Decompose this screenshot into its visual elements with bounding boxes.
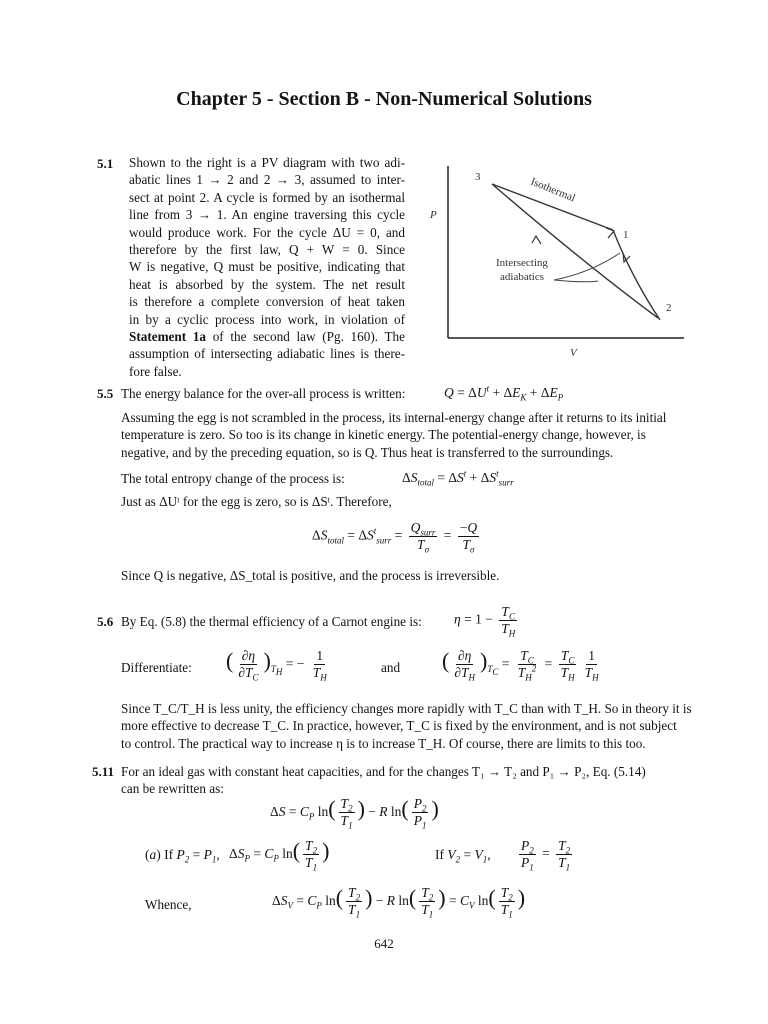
page-number: 642: [374, 936, 394, 951]
pv-diagram: [420, 158, 690, 368]
arrow-adiabatic-2-3: [532, 236, 541, 244]
p55-eq-total: $\Delta S_{total} = \Delta S^t_{surr}$ = $\frac{Q_{surr}}{T_\sigma}$ = $\frac{-Q}{T_\sigma}$: [312, 520, 478, 555]
page-title: Chapter 5 - Section B - Non-Numerical Solutions: [176, 88, 592, 110]
v-axis-label: V: [570, 347, 577, 359]
p511-intro: [121, 763, 706, 798]
p511-intro-line-1: For an ideal gas with constant heat capacities, and for the changes T₁ → T₂ and P₁ → P₂, Eq. (5.14): [121, 764, 646, 779]
adiabatics-label-1: Intersecting: [496, 257, 548, 269]
p51-line: Shown to the right is a PV diagram with two adi-: [129, 155, 405, 170]
pointer-line-2: [554, 280, 598, 282]
p51-line: fore false.: [129, 363, 182, 379]
p511-intro-line-2: can be rewritten as:: [121, 781, 224, 797]
p51-line: assumption of intersecting adiabatic lines is there-: [129, 346, 405, 362]
p55-eq-entropy: $\Delta S_{total} = \Delta S^t + \Delta S^t_{surr}$: [402, 468, 514, 488]
p51-line: in by a cyclic process into work, in violation of: [129, 311, 405, 327]
problem-number-5-11: 5.11: [92, 764, 115, 779]
p55-paragraph: [121, 409, 691, 461]
p56-and-label: and: [381, 660, 401, 675]
problem-number-5-1: 5.1: [97, 156, 114, 171]
p56-intro: By Eq. (5.8) the thermal efficiency of a Carnot engine is:: [121, 614, 422, 629]
p51-line: abatic lines 1 → 2 and 2 → 3, assumed to inter-: [129, 172, 405, 188]
p511-eq-sv: $\Delta S_V = C_P$ ln( $\frac{T_2}{T_1}$ ) − R ln( $\frac{T_2}{T_1}$ ) = $C_V$ ln( $\frac{T_2}{T_1}$ ): [272, 885, 526, 921]
adiabatic-3-2: [492, 184, 658, 318]
p511-eq-pressure-ratio: $\frac{P_2}{P_1}$ = $\frac{T_2}{T_1}$: [521, 838, 571, 873]
p56-eq-derivative-th: ( $\frac{\partial\eta}{\partial T_H}$ )$_{T_C}$ = $\frac{T_C}{T_H^2}$ = $\frac{T_C}{T_H}$ $\frac{1}{T_H}$: [442, 648, 599, 684]
p56-eq-efficiency: η = 1 − $\frac{T_C}{T_H}$: [454, 604, 516, 639]
p511-case-a: (a) If $P_2 = P_1$,: [145, 847, 220, 865]
p-axis-label: P: [430, 209, 437, 221]
problem-5-1-text: [129, 154, 405, 380]
p51-line: would produce work. For the cycle ΔU = 0, and: [129, 224, 405, 240]
p56-para-line-3: to control. The practical way to increase η is to increase T_H. Of course, there are limits to this too.: [121, 735, 646, 751]
problem-number-5-5: 5.5: [97, 386, 114, 401]
p55-intro: The energy balance for the over-all process is written:: [121, 386, 406, 401]
p55-eq-energy-balance: $Q = \Delta U^t + \Delta E_K + \Delta E_P$: [444, 383, 564, 403]
adiabatics-label-2: adiabatics: [500, 271, 544, 283]
p511-whence: Whence,: [145, 897, 192, 912]
p56-para-line-1: Since T_C/T_H is less unity, the efficiency changes more rapidly with T_C than with T_H. So in theory it is: [121, 701, 692, 716]
p55-para-line-1: Assuming the egg is not scrambled in the process, its internal-energy change after it returns to its initial: [121, 410, 667, 425]
p51-line: W is negative, Q must be positive, indicating that: [129, 259, 405, 275]
p56-differentiate-label: Differentiate:: [121, 660, 192, 675]
p511-eq-entropy-change: $\Delta S = C_P$ ln( $\frac{T_2}{T_1}$ ) − R ln( $\frac{P_2}{P_1}$ ): [270, 796, 439, 832]
p51-line: sect at point 2. A cycle is formed by an isothermal: [129, 189, 405, 205]
p511-eq-sp: $\Delta S_P = C_P$ ln( $\frac{T_2}{T_1}$ ): [229, 838, 330, 874]
p55-para-line-2: temperature is zero. So too is its change in kinetic energy. The potential-energy change, however, is: [121, 427, 646, 443]
problem-number-5-6: 5.6: [97, 614, 114, 629]
point-2-label: 2: [666, 302, 672, 314]
point-1-label: 1: [623, 229, 629, 241]
p55-since: Since Q is negative, ΔS_total is positive, and the process is irreversible.: [121, 568, 500, 583]
p55-just-as: Just as ΔUᵗ for the egg is zero, so is ΔSᵗ. Therefore,: [121, 494, 392, 509]
p51-line: heat is absorbed by the system. The net result: [129, 276, 405, 292]
p56-para-line-2: more effective to decrease T_C. In practice, however, T_C is fixed by the environment, and is not subject: [121, 718, 677, 734]
p51-line: line from 3 → 1. An engine traversing this cycle: [129, 207, 405, 223]
p51-line: therefore by the first law, Q + W = 0. Since: [129, 242, 405, 258]
p51-line: is therefore a complete conversion of heat taken: [129, 294, 405, 310]
point-3-label: 3: [475, 171, 481, 183]
adiabatic-1-2: [613, 230, 660, 320]
p55-entropy-intro: The total entropy change of the process is:: [121, 471, 345, 486]
pointer-line-1: [554, 253, 620, 280]
p51-line: Statement 1a of the second law (Pg. 160). The: [129, 329, 405, 345]
p56-eq-derivative-tc: ( $\frac{\partial\eta}{\partial T_C}$ )$_{T_H}$ = − $\frac{1}{T_H}$: [226, 648, 327, 684]
p56-paragraph: [121, 700, 701, 752]
p511-case-v: If $V_2 = V_1$,: [435, 847, 491, 865]
p55-para-line-3: negative, and by the preceding equation, so is Q. Thus heat is transferred to the surroundings.: [121, 444, 614, 460]
isothermal-label: Isothermal: [528, 175, 577, 205]
